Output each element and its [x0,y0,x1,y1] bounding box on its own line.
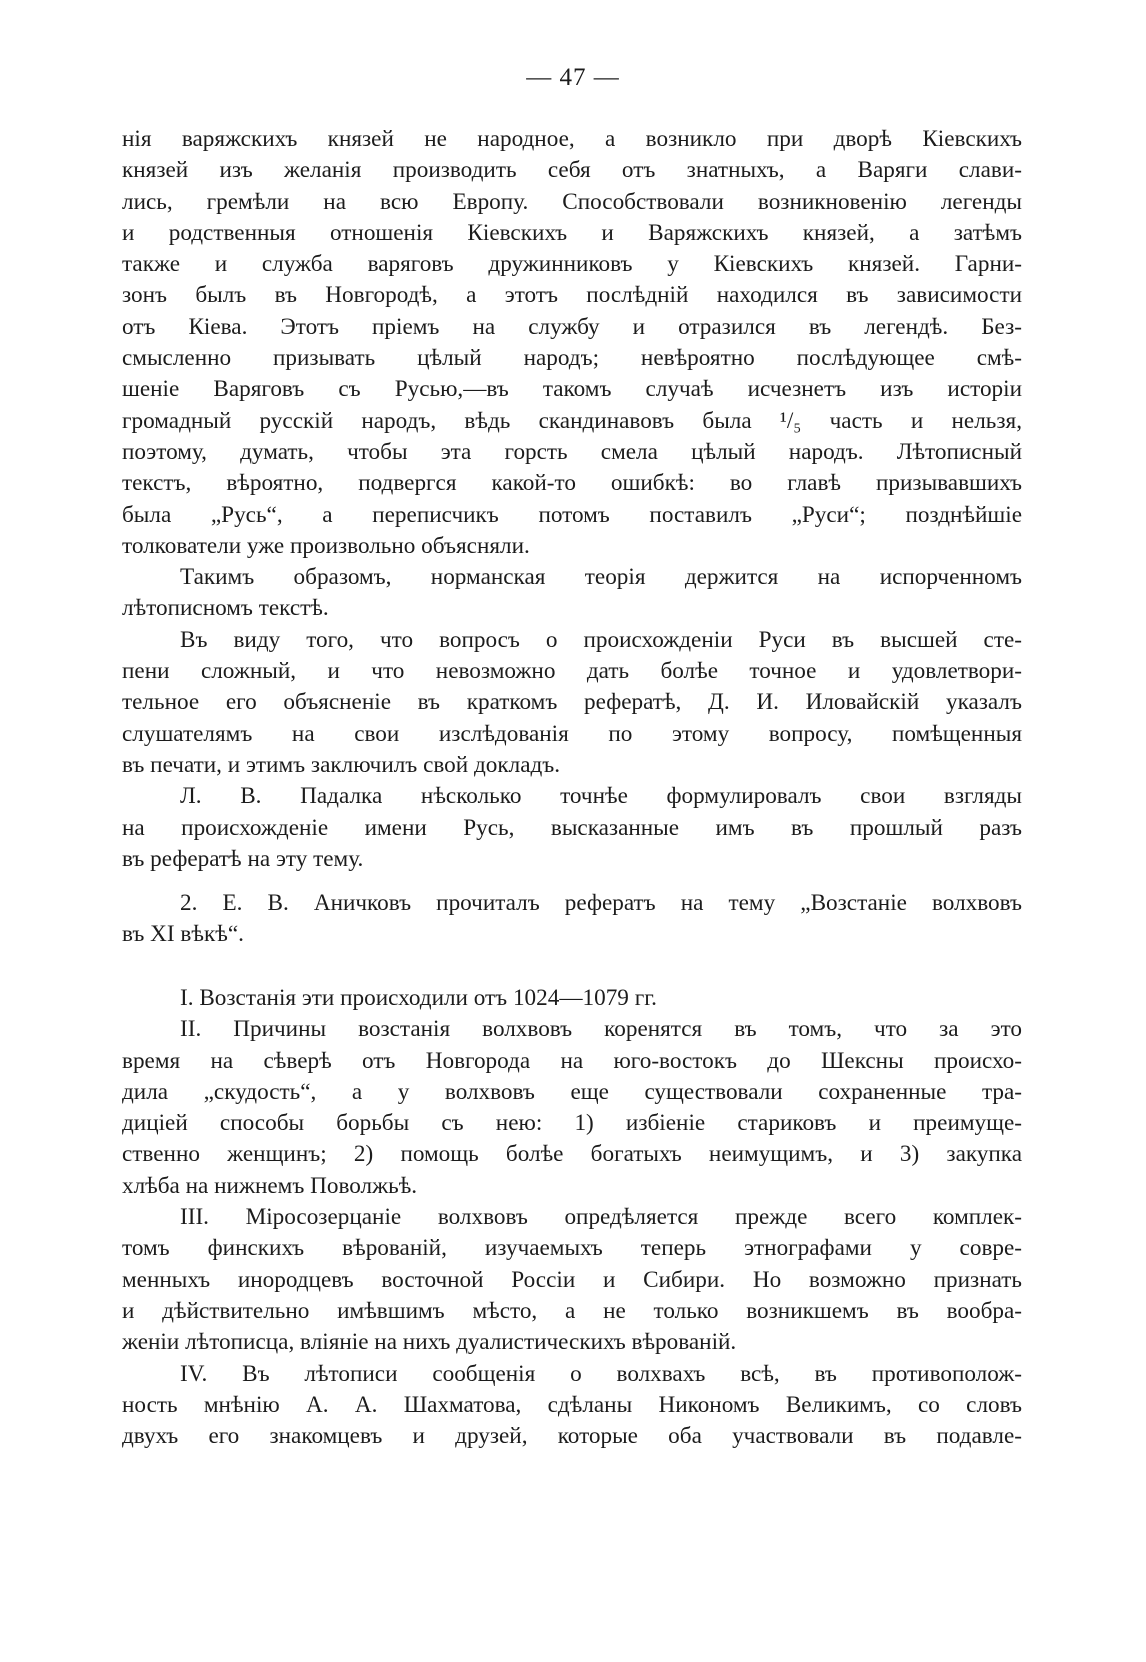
text-line: смысленно призывать цѣлый народъ; невѣроятно послѣдующее смѣ- [122,345,1022,372]
text-line: томъ финскихъ вѣрованій, изучаемыхъ теперь этнографами у совре- [122,1235,1022,1262]
text-line: IV. Въ лѣтописи сообщенія о волхвахъ всѣ, въ противополож- [180,1360,1022,1387]
text-line: на происхожденіе имени Русь, высказанные имъ въ прошлый разъ [122,814,1022,841]
text-line: лѣтописномъ текстѣ. [122,595,329,622]
text-line: диціей способы борьбы съ нею: 1) избіеніе стариковъ и преимуще- [122,1110,1022,1137]
text-line: въ печати, и этимъ заключилъ свой докладъ. [122,751,561,778]
text-line: и родственныя отношенія Кіевскихъ и Варяжскихъ князей, а затѣмъ [122,219,1022,246]
text-line: зонъ былъ въ Новгородѣ, а этотъ послѣдній находился въ зависимости [122,282,1022,309]
text-line: I. Возстанія эти происходили отъ 1024—1079 гг. [180,985,657,1011]
text-line: толкователи уже произвольно объясняли. [122,532,530,559]
text-line: Въ виду того, что вопросъ о происхожденіи Руси въ высшей сте- [180,626,1022,653]
text-line: и дѣйствительно имѣвшимъ мѣсто, а не только возникшемъ въ вообра- [122,1297,1022,1324]
paragraph-group-volkhvy [122,983,1022,1452]
text-line: 2. Е. В. Аничковъ прочиталъ рефератъ на тему „Возстаніе волхвовъ [180,890,1022,916]
page-number: — 47 — [526,64,620,91]
text-line: тельное его объясненіе въ краткомъ рефератѣ, Д. И. Иловайскій указалъ [122,689,1022,716]
paragraph-anichkov-report [122,888,1022,951]
paragraph-group-varangians [122,124,1022,875]
text-line: отъ Кіева. Этотъ пріемъ на службу и отразился въ легендѣ. Без- [122,313,1022,340]
text-line: князей изъ желанія производить себя отъ знатныхъ, а Варяги слави- [122,157,1022,184]
text-line: лись, гремѣли на всю Европу. Способствовали возникновенію легенды [122,188,1022,215]
text-line: въ XI вѣкѣ“. [122,921,244,948]
text-line: ность мнѣнію А. А. Шахматова, сдѣланы Никономъ Великимъ, со словъ [122,1391,1022,1418]
text-line: въ рефератѣ на эту тему. [122,845,364,872]
text-line: громадный русскій народъ, вѣдь скандинавовъ была ¹/₅ часть и нельзя, [122,407,1022,434]
text-line: шеніе Варяговъ съ Русью,—въ такомъ случаѣ исчезнетъ изъ исторіи [122,376,1022,403]
text-line: пени сложный, и что невозможно дать болѣе точное и удовлетвори- [122,658,1022,685]
text-line: слушателямъ на свои изслѣдованія по этому вопросу, помѣщенныя [122,720,1022,747]
text-line: ственно женщинъ; 2) помощь болѣе богатыхъ неимущимъ, и 3) закупка [122,1141,1022,1168]
text-line: также и служба варяговъ дружинниковъ у Кіевскихъ князей. Гарни- [122,251,1022,278]
text-line: текстъ, вѣроятно, подвергся какой-то ошибкѣ: во главѣ призывавшихъ [122,470,1022,497]
text-line: женіи лѣтописца, вліяніе на нихъ дуалистическихъ вѣрованій. [122,1329,737,1356]
text-line: Такимъ образомъ, норманская теорія держится на испорченномъ [180,564,1022,591]
text-line: Л. В. Падалка нѣсколько точнѣе формулировалъ свои взгляды [180,783,1022,810]
text-line: дила „скудость“, а у волхвовъ еще существовали сохраненные тра- [122,1078,1022,1105]
text-line: II. Причины возстанія волхвовъ коренятся въ томъ, что за это [180,1016,1022,1043]
text-line: нія варяжскихъ князей не народное, а возникло при дворѣ Кіевскихъ [122,126,1022,152]
text-line: III. Міросозерцаніе волхвовъ опредѣляется прежде всего комплек- [180,1204,1022,1231]
text-line: время на сѣверѣ отъ Новгорода на юго-востокъ до Шексны происхо- [122,1047,1022,1074]
text-line: хлѣба на нижнемъ Поволжьѣ. [122,1172,418,1199]
text-line: двухъ его знакомцевъ и друзей, которые оба участвовали въ подавле- [122,1423,1022,1450]
text-line: менныхъ инородцевъ восточной Россіи и Сибири. Но возможно признать [122,1266,1022,1293]
text-line: поэтому, думать, чтобы эта горсть смела цѣлый народъ. Лѣтописный [122,438,1022,465]
text-line: была „Русь“, а переписчикъ потомъ поставилъ „Руси“; позднѣйшіе [122,501,1022,528]
